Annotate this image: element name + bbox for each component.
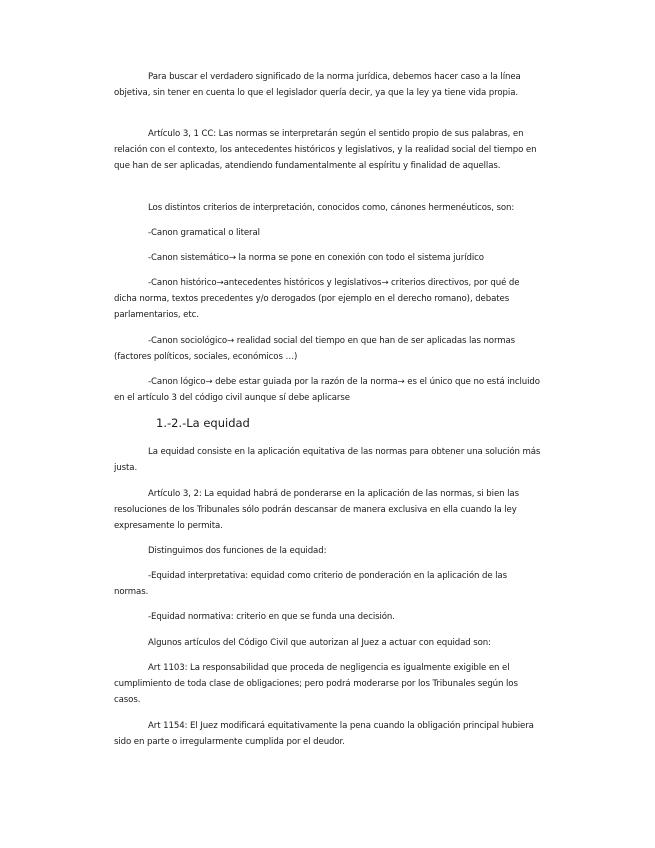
paragraph: Para buscar el verdadero significado de la norma jurídica, debemos hacer caso a la línea objetiva, sin tener en cuenta lo que el legislador quería decir, ya que la ley ya tiene vida propia. <box>114 72 521 98</box>
article-paragraph: Art 1154: El Juez modificará equitativamente la pena cuando la obligación principal hubiera sido en parte o irregularmente cumplida por el deudor. <box>114 721 534 747</box>
list-item: -Equidad normativa: criterio en que se funda una decisión. <box>148 612 395 622</box>
paragraph: Artículo 3, 2: La equidad habrá de ponderarse en la aplicación de las normas, si bien las resoluciones de los Tribunales sólo podrán descansar de manera exclusiva en ella cuando la ley expresamente lo permita. <box>114 489 519 531</box>
list-item: -Canon lógico→ debe estar guiada por la razón de la norma→ es el único que no está incluido en el artículo 3 del código civil aunque sí debe aplicarse <box>114 377 540 403</box>
list-item: -Canon sistemático→ la norma se pone en conexión con todo el sistema jurídico <box>148 253 484 263</box>
paragraph: Los distintos criterios de interpretación, conocidos como, cánones hermenéuticos, son: <box>148 203 515 213</box>
article-paragraph: Art 1103: La responsabilidad que proceda de negligencia es igualmente exigible en el cumplimiento de toda clase de obligaciones; pero podrá moderarse por los Tribunales según los casos. <box>114 663 518 705</box>
section-heading: 1.-2.-La equidad <box>156 416 250 430</box>
paragraph: La equidad consiste en la aplicación equitativa de las normas para obtener una solución más justa. <box>114 447 541 473</box>
paragraph: Distinguimos dos funciones de la equidad: <box>148 546 327 556</box>
paragraph: Artículo 3, 1 CC: Las normas se interpretarán según el sentido propio de sus palabras, en relación con el contexto, los antecedentes históricos y legislativos, y la realidad social del tiempo en que han de ser aplicadas, atendiendo fundamentalmente al espíritu y finalidad de aquellas. <box>114 129 537 171</box>
list-item: -Canon histórico→antecedentes históricos y legislativos→ criterios directivos, por qué de dicha norma, textos precedentes y/o derogados (por ejemplo en el derecho romano), debates parlamentarios, etc. <box>114 278 520 320</box>
list-item: -Equidad interpretativa: equidad como criterio de ponderación en la aplicación de las normas. <box>114 571 507 597</box>
list-item: -Canon gramatical o literal <box>148 228 260 238</box>
paragraph: Algunos artículos del Código Civil que autorizan al Juez a actuar con equidad son: <box>148 638 491 648</box>
list-item: -Canon sociológico→ realidad social del tiempo en que han de ser aplicadas las normas (factores políticos, sociales, económicos …) <box>114 336 516 362</box>
